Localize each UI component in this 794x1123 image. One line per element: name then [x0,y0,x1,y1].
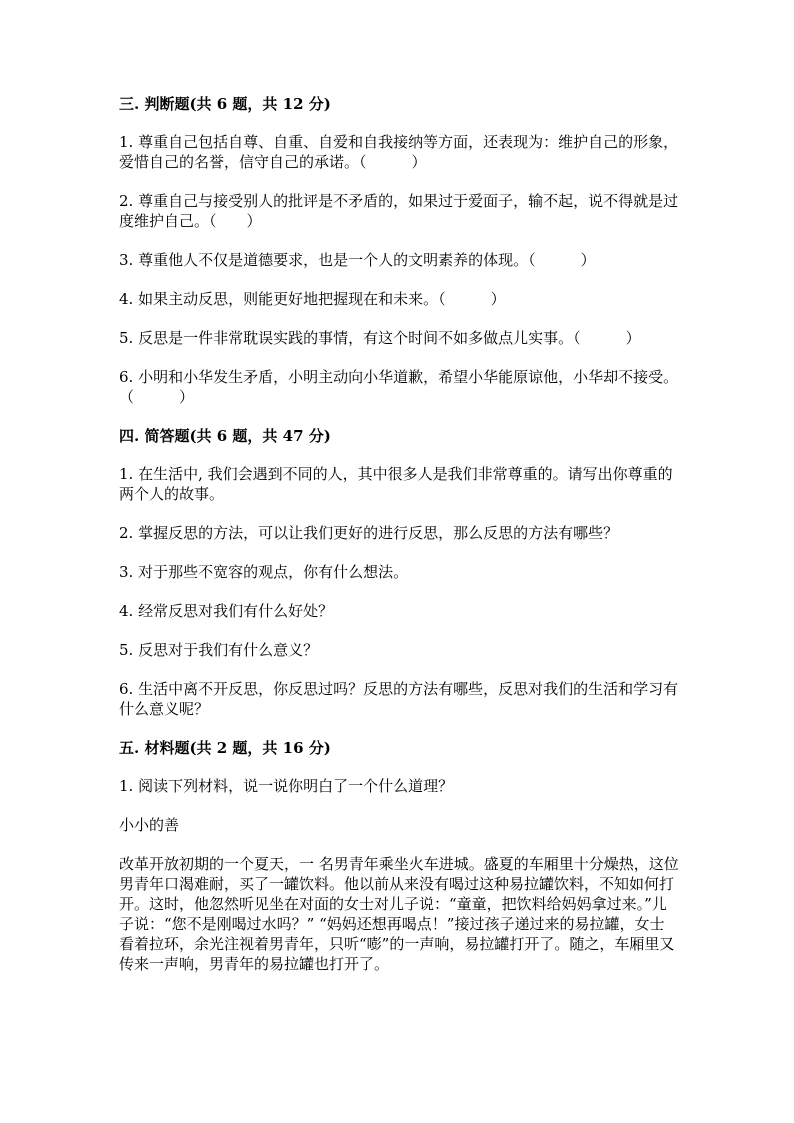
judgement-question-5: 5. 反思是一件非常耽误实践的事情，有这个时间不如多做点儿实事。（ ） [119,329,641,347]
material-title: 小小的善 [119,816,180,834]
judgement-question-1: 1. 尊重自己包括自尊、自重、自爱和自我接纳等方面，还表现为：维护自己的形象，爱惜自己的名誉，信守自己的承诺。（ ） [119,133,679,171]
section-title-material: 五. 材料题(共 2 题，共 16 分) [119,739,331,757]
short-answer-question-2: 2. 掌握反思的方法，可以让我们更好的进行反思，那么反思的方法有哪些？ [119,524,619,542]
material-question-1: 1. 阅读下列材料，说一说你明白了一个什么道理？ [119,777,454,795]
judgement-question-6: 6. 小明和小华发生矛盾，小明主动向小华道歉，希望小华能原谅他，小华却不接受。（ ） [119,368,679,406]
short-answer-question-6: 6. 生活中离不开反思，你反思过吗？反思的方法有哪些，反思对我们的生活和学习有什么意义呢？ [119,680,679,718]
judgement-question-2: 2. 尊重自己与接受别人的批评是不矛盾的，如果过于爱面子，输不起，说不得就是过度维护自己。（ ） [119,192,679,230]
short-answer-question-1: 1. 在生活中, 我们会遇到不同的人，其中很多人是我们非常尊重的。请写出你尊重的两个人的故事。 [119,465,673,503]
short-answer-question-3: 3. 对于那些不宽容的观点，你有什么想法。 [119,563,409,581]
section-title-judgement: 三. 判断题(共 6 题，共 12 分) [119,95,331,113]
exam-page [119,93,679,974]
judgement-question-3: 3. 尊重他人不仅是道德要求，也是一个人的文明素养的体现。（ ） [119,251,596,269]
short-answer-question-5: 5. 反思对于我们有什么意义？ [119,641,319,659]
judgement-question-4: 4. 如果主动反思，则能更好地把握现在和未来。（ ） [119,290,506,308]
material-body: 改革开放初期的一个夏天，一 名男青年乘坐火车进城。盛夏的车厢里十分燥热，这位男青年口渴难耐，买了一罐饮料。他以前从来没有喝过这种易拉罐饮料，不知如何打开。这时，他忽然听见坐在对面的女士对儿子说：“童童，把饮料给妈妈拿过来。”儿子说：“您不是刚喝过水吗？” “妈妈还想再喝点！”接过孩子递过来的易拉罐，女士看着拉环，余光注视着男青年，只听“嘭”的一声响，易拉罐打开了。随之，车厢里又传来一声响，男青年的易拉罐也打开了。 [119,855,679,973]
section-title-short-answer: 四. 简答题(共 6 题，共 47 分) [119,427,331,445]
short-answer-question-4: 4. 经常反思对我们有什么好处？ [119,602,334,620]
